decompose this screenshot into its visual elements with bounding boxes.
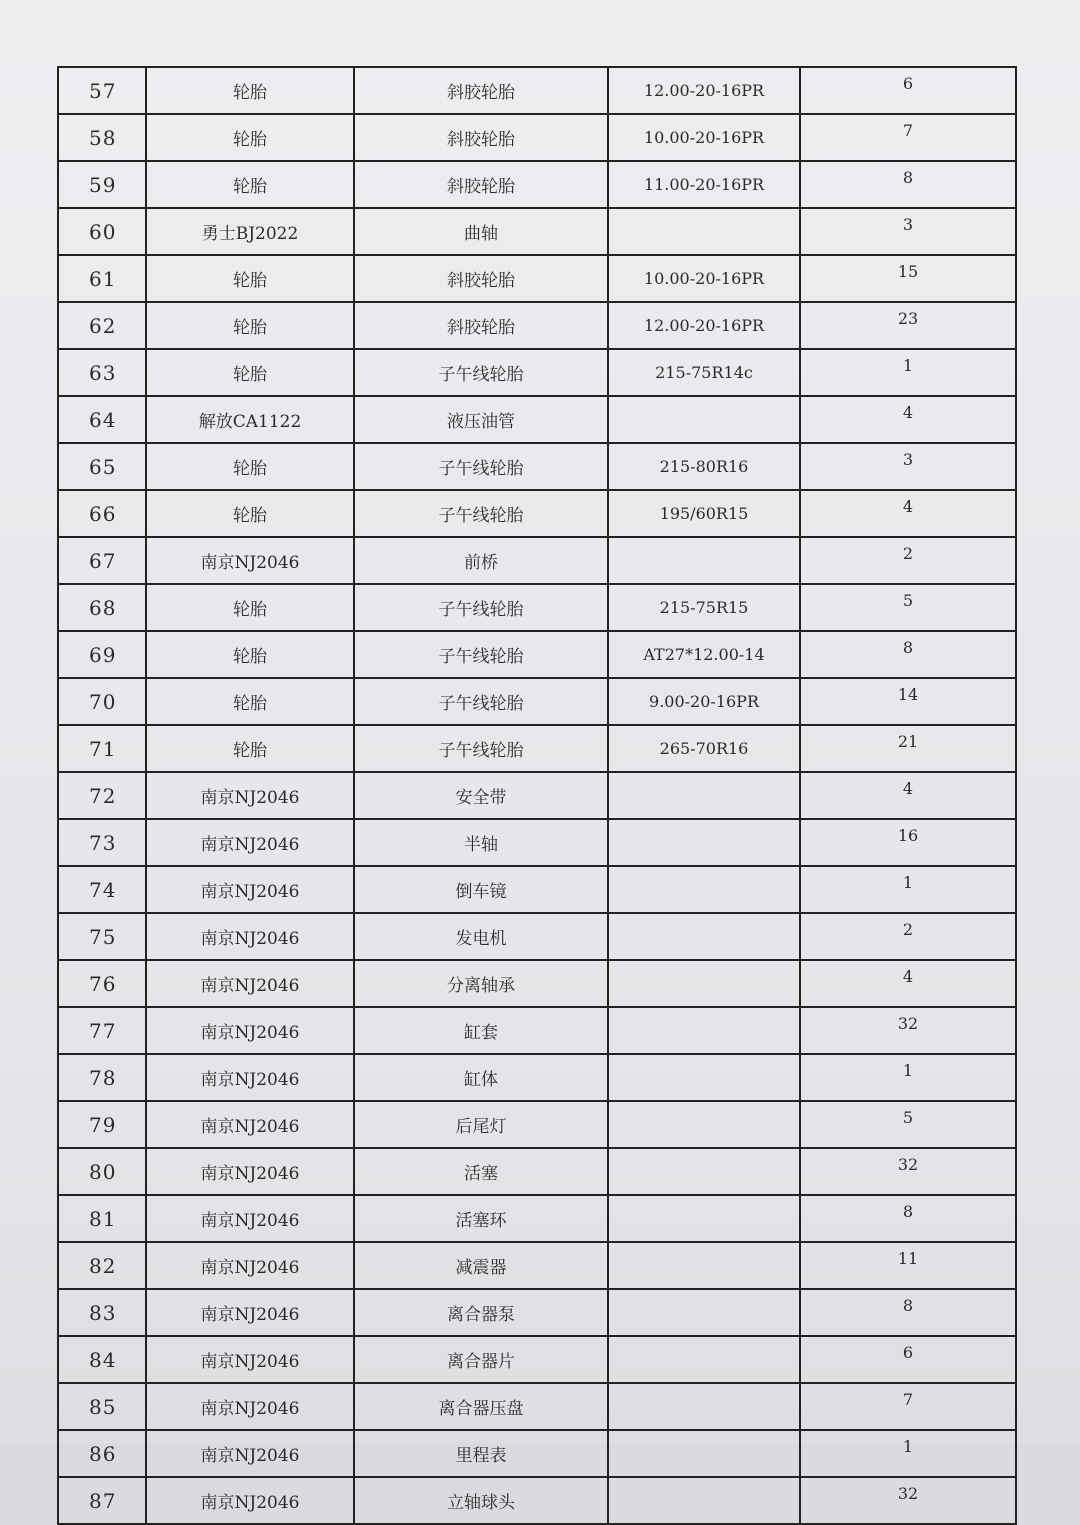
cell-quantity: 5 [800,584,1016,631]
table-row [58,1289,1016,1336]
cell-specification: 10.00-20-16PR [608,114,800,161]
cell-vehicle-model: 轮胎 [146,349,354,396]
inventory-table-wrapper [57,66,1015,1525]
table-row [58,1477,1016,1524]
cell-part-name: 斜胶轮胎 [354,302,608,349]
cell-quantity: 3 [800,443,1016,490]
cell-serial-number: 58 [58,114,146,161]
cell-part-name: 子午线轮胎 [354,725,608,772]
cell-quantity: 1 [800,1430,1016,1477]
cell-part-name: 子午线轮胎 [354,584,608,631]
cell-quantity: 6 [800,1336,1016,1383]
table-row [58,725,1016,772]
cell-part-name: 液压油管 [354,396,608,443]
table-row [58,772,1016,819]
cell-quantity: 1 [800,349,1016,396]
cell-part-name: 前桥 [354,537,608,584]
cell-specification: 215-75R15 [608,584,800,631]
cell-serial-number: 81 [58,1195,146,1242]
cell-vehicle-model: 南京NJ2046 [146,1477,354,1524]
cell-serial-number: 82 [58,1242,146,1289]
cell-part-name: 立轴球头 [354,1477,608,1524]
table-row [58,1336,1016,1383]
cell-quantity: 8 [800,631,1016,678]
cell-serial-number: 87 [58,1477,146,1524]
cell-specification: 265-70R16 [608,725,800,772]
table-row [58,1101,1016,1148]
cell-vehicle-model: 南京NJ2046 [146,1289,354,1336]
cell-quantity: 1 [800,866,1016,913]
cell-vehicle-model: 南京NJ2046 [146,1007,354,1054]
cell-specification [608,1289,800,1336]
cell-part-name: 子午线轮胎 [354,443,608,490]
cell-serial-number: 62 [58,302,146,349]
cell-serial-number: 78 [58,1054,146,1101]
cell-serial-number: 85 [58,1383,146,1430]
table-row [58,443,1016,490]
table-row [58,584,1016,631]
cell-quantity: 15 [800,255,1016,302]
cell-vehicle-model: 南京NJ2046 [146,819,354,866]
cell-part-name: 后尾灯 [354,1101,608,1148]
cell-quantity: 21 [800,725,1016,772]
cell-part-name: 减震器 [354,1242,608,1289]
cell-specification [608,1007,800,1054]
cell-specification [608,396,800,443]
cell-quantity: 8 [800,161,1016,208]
cell-vehicle-model: 南京NJ2046 [146,1336,354,1383]
cell-part-name: 斜胶轮胎 [354,255,608,302]
cell-vehicle-model: 南京NJ2046 [146,1430,354,1477]
cell-specification [608,1054,800,1101]
cell-vehicle-model: 轮胎 [146,302,354,349]
cell-serial-number: 65 [58,443,146,490]
cell-specification: 12.00-20-16PR [608,302,800,349]
cell-vehicle-model: 轮胎 [146,443,354,490]
cell-part-name: 斜胶轮胎 [354,114,608,161]
table-row [58,490,1016,537]
table-row [58,302,1016,349]
table-row [58,819,1016,866]
cell-part-name: 离合器片 [354,1336,608,1383]
cell-serial-number: 80 [58,1148,146,1195]
cell-specification [608,1242,800,1289]
cell-part-name: 安全带 [354,772,608,819]
cell-part-name: 斜胶轮胎 [354,67,608,114]
table-row [58,1007,1016,1054]
cell-serial-number: 64 [58,396,146,443]
cell-specification [608,1336,800,1383]
table-row [58,1242,1016,1289]
cell-serial-number: 70 [58,678,146,725]
table-row [58,913,1016,960]
cell-vehicle-model: 南京NJ2046 [146,1383,354,1430]
cell-serial-number: 71 [58,725,146,772]
cell-specification [608,1477,800,1524]
cell-specification: 10.00-20-16PR [608,255,800,302]
cell-serial-number: 59 [58,161,146,208]
table-row [58,396,1016,443]
cell-part-name: 发电机 [354,913,608,960]
cell-vehicle-model: 南京NJ2046 [146,537,354,584]
cell-vehicle-model: 南京NJ2046 [146,1242,354,1289]
table-row [58,1383,1016,1430]
cell-quantity: 6 [800,67,1016,114]
cell-serial-number: 75 [58,913,146,960]
cell-specification [608,1148,800,1195]
cell-serial-number: 66 [58,490,146,537]
cell-vehicle-model: 解放CA1122 [146,396,354,443]
cell-specification: 195/60R15 [608,490,800,537]
cell-serial-number: 60 [58,208,146,255]
cell-part-name: 子午线轮胎 [354,349,608,396]
cell-vehicle-model: 轮胎 [146,490,354,537]
table-row [58,631,1016,678]
cell-vehicle-model: 南京NJ2046 [146,1101,354,1148]
cell-specification: 215-75R14c [608,349,800,396]
cell-quantity: 8 [800,1289,1016,1336]
cell-vehicle-model: 轮胎 [146,631,354,678]
cell-serial-number: 61 [58,255,146,302]
cell-specification [608,1383,800,1430]
cell-quantity: 14 [800,678,1016,725]
cell-part-name: 半轴 [354,819,608,866]
cell-specification [608,913,800,960]
cell-part-name: 斜胶轮胎 [354,161,608,208]
cell-part-name: 缸套 [354,1007,608,1054]
cell-part-name: 子午线轮胎 [354,631,608,678]
cell-quantity: 23 [800,302,1016,349]
cell-vehicle-model: 轮胎 [146,678,354,725]
table-row [58,161,1016,208]
cell-part-name: 倒车镜 [354,866,608,913]
cell-serial-number: 63 [58,349,146,396]
cell-quantity: 16 [800,819,1016,866]
inventory-table [57,66,1017,1525]
cell-vehicle-model: 南京NJ2046 [146,913,354,960]
cell-quantity: 8 [800,1195,1016,1242]
cell-specification: 9.00-20-16PR [608,678,800,725]
cell-serial-number: 57 [58,67,146,114]
cell-vehicle-model: 南京NJ2046 [146,1195,354,1242]
cell-part-name: 活塞 [354,1148,608,1195]
cell-vehicle-model: 南京NJ2046 [146,866,354,913]
cell-specification [608,1195,800,1242]
cell-part-name: 活塞环 [354,1195,608,1242]
cell-quantity: 4 [800,772,1016,819]
cell-serial-number: 86 [58,1430,146,1477]
cell-specification [608,208,800,255]
cell-vehicle-model: 南京NJ2046 [146,960,354,1007]
table-row [58,1054,1016,1101]
cell-serial-number: 79 [58,1101,146,1148]
cell-vehicle-model: 轮胎 [146,584,354,631]
cell-vehicle-model: 南京NJ2046 [146,1054,354,1101]
table-row [58,866,1016,913]
cell-part-name: 缸体 [354,1054,608,1101]
cell-serial-number: 74 [58,866,146,913]
table-row [58,1195,1016,1242]
cell-specification: 12.00-20-16PR [608,67,800,114]
cell-vehicle-model: 轮胎 [146,161,354,208]
cell-specification [608,1101,800,1148]
cell-part-name: 离合器泵 [354,1289,608,1336]
cell-specification [608,772,800,819]
cell-serial-number: 76 [58,960,146,1007]
table-row [58,1430,1016,1477]
cell-serial-number: 73 [58,819,146,866]
cell-specification [608,960,800,1007]
cell-vehicle-model: 南京NJ2046 [146,772,354,819]
table-row [58,678,1016,725]
cell-serial-number: 68 [58,584,146,631]
cell-part-name: 分离轴承 [354,960,608,1007]
cell-vehicle-model: 轮胎 [146,67,354,114]
table-row [58,960,1016,1007]
table-row [58,67,1016,114]
cell-quantity: 1 [800,1054,1016,1101]
cell-part-name: 子午线轮胎 [354,678,608,725]
cell-vehicle-model: 轮胎 [146,725,354,772]
inventory-table-body [58,67,1016,1524]
cell-specification [608,819,800,866]
cell-part-name: 离合器压盘 [354,1383,608,1430]
cell-quantity: 32 [800,1007,1016,1054]
cell-specification [608,1430,800,1477]
table-row [58,208,1016,255]
cell-quantity: 11 [800,1242,1016,1289]
cell-specification [608,866,800,913]
table-row [58,255,1016,302]
cell-vehicle-model: 勇士BJ2022 [146,208,354,255]
cell-quantity: 2 [800,537,1016,584]
cell-serial-number: 67 [58,537,146,584]
cell-serial-number: 72 [58,772,146,819]
cell-specification: 11.00-20-16PR [608,161,800,208]
cell-serial-number: 84 [58,1336,146,1383]
cell-specification: AT27*12.00-14 [608,631,800,678]
cell-part-name: 子午线轮胎 [354,490,608,537]
cell-part-name: 里程表 [354,1430,608,1477]
table-row [58,1148,1016,1195]
cell-quantity: 7 [800,1383,1016,1430]
cell-quantity: 5 [800,1101,1016,1148]
cell-serial-number: 69 [58,631,146,678]
cell-quantity: 7 [800,114,1016,161]
cell-vehicle-model: 南京NJ2046 [146,1148,354,1195]
cell-part-name: 曲轴 [354,208,608,255]
table-row [58,114,1016,161]
cell-quantity: 4 [800,396,1016,443]
cell-specification [608,537,800,584]
cell-quantity: 4 [800,960,1016,1007]
cell-quantity: 32 [800,1477,1016,1524]
cell-vehicle-model: 轮胎 [146,114,354,161]
cell-quantity: 3 [800,208,1016,255]
cell-vehicle-model: 轮胎 [146,255,354,302]
cell-quantity: 32 [800,1148,1016,1195]
cell-serial-number: 77 [58,1007,146,1054]
table-row [58,349,1016,396]
cell-specification: 215-80R16 [608,443,800,490]
cell-serial-number: 83 [58,1289,146,1336]
table-row [58,537,1016,584]
cell-quantity: 2 [800,913,1016,960]
cell-quantity: 4 [800,490,1016,537]
